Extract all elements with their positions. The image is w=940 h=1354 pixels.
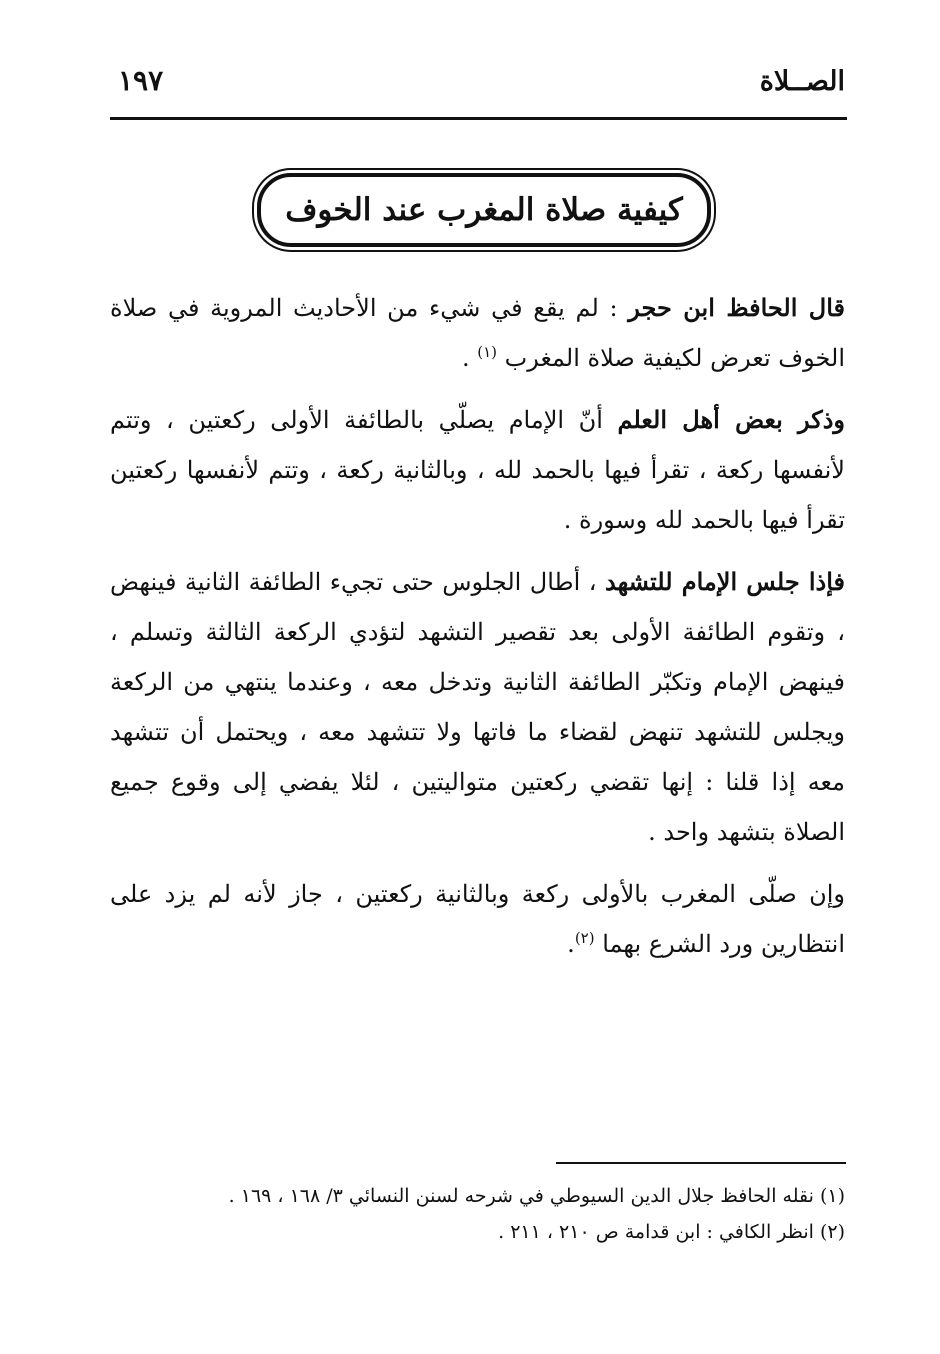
paragraph [110, 283, 845, 383]
paragraph-text: ، أطال الجلوس حتى تجيء الطائفة الثانية فينهض ، وتقوم الطائفة الأولى بعد تقصير التشهد لتؤدي الركعة الثالثة وتسلم ، فينهض الإمام وتكبّر الطائفة الثانية وتدخل معه ، وعندما ينتهي من الركعة ويجلس للتشهد تنهض لقضاء ما فاتها ولا تتشهد معه ، ويحتمل أن تتشهد معه إذا قلنا : إنها تقضي ركعتين متواليتين ، لئلا يفضي إلى وقوع جميع الصلاة بتشهد واحد . [110, 568, 845, 846]
running-header-title: الصــلاة [759, 66, 845, 97]
paragraph-text: وإن صلّى المغرب بالأولى ركعة وبالثانية ركعتين ، جاز لأنه لم يزد على انتظارين ورد الشرع بهما [110, 880, 845, 958]
paragraph-text: : لم يقع في شيء من الأحاديث المروية في صلاة الخوف تعرض لكيفية صلاة المغرب [110, 294, 845, 372]
paragraph-end: . [567, 930, 575, 958]
footnote-divider [556, 1162, 846, 1164]
footnote: (١) نقله الحافظ جلال الدين السيوطي في شرحه لسنن النسائي ٣/ ١٦٨ ، ١٦٩ . [228, 1185, 845, 1207]
header-divider [110, 117, 847, 120]
paragraph-lead: وذكر بعض أهل العلم [617, 405, 845, 434]
footnote-ref: (١) [477, 343, 497, 361]
footnote: (٢) انظر الكافي : ابن قدامة ص ٢١٠ ، ٢١١ . [498, 1221, 845, 1243]
body-text [110, 283, 845, 981]
paragraph [110, 869, 845, 969]
chapter-title-frame [257, 173, 711, 247]
paragraph-lead: قال الحافظ ابن حجر [628, 293, 845, 322]
footnotes [110, 1178, 845, 1250]
paragraph-text: أنّ الإمام يصلّي بالطائفة الأولى ركعتين ، وتتم لأنفسها ركعة ، تقرأ فيها بالحمد لله ، وبالثانية ركعة ، وتتم لأنفسها ركعتين تقرأ فيها بالحمد لله وسورة . [110, 406, 845, 534]
paragraph-end: . [461, 344, 478, 372]
page-number: ١٩٧ [118, 64, 164, 97]
paragraph-lead: فإذا جلس الإمام للتشهد [604, 567, 845, 596]
chapter-title: كيفية صلاة المغرب عند الخوف [285, 192, 683, 228]
footnote-ref: (٢) [574, 929, 595, 947]
paragraph [110, 395, 845, 545]
paragraph [110, 557, 845, 857]
